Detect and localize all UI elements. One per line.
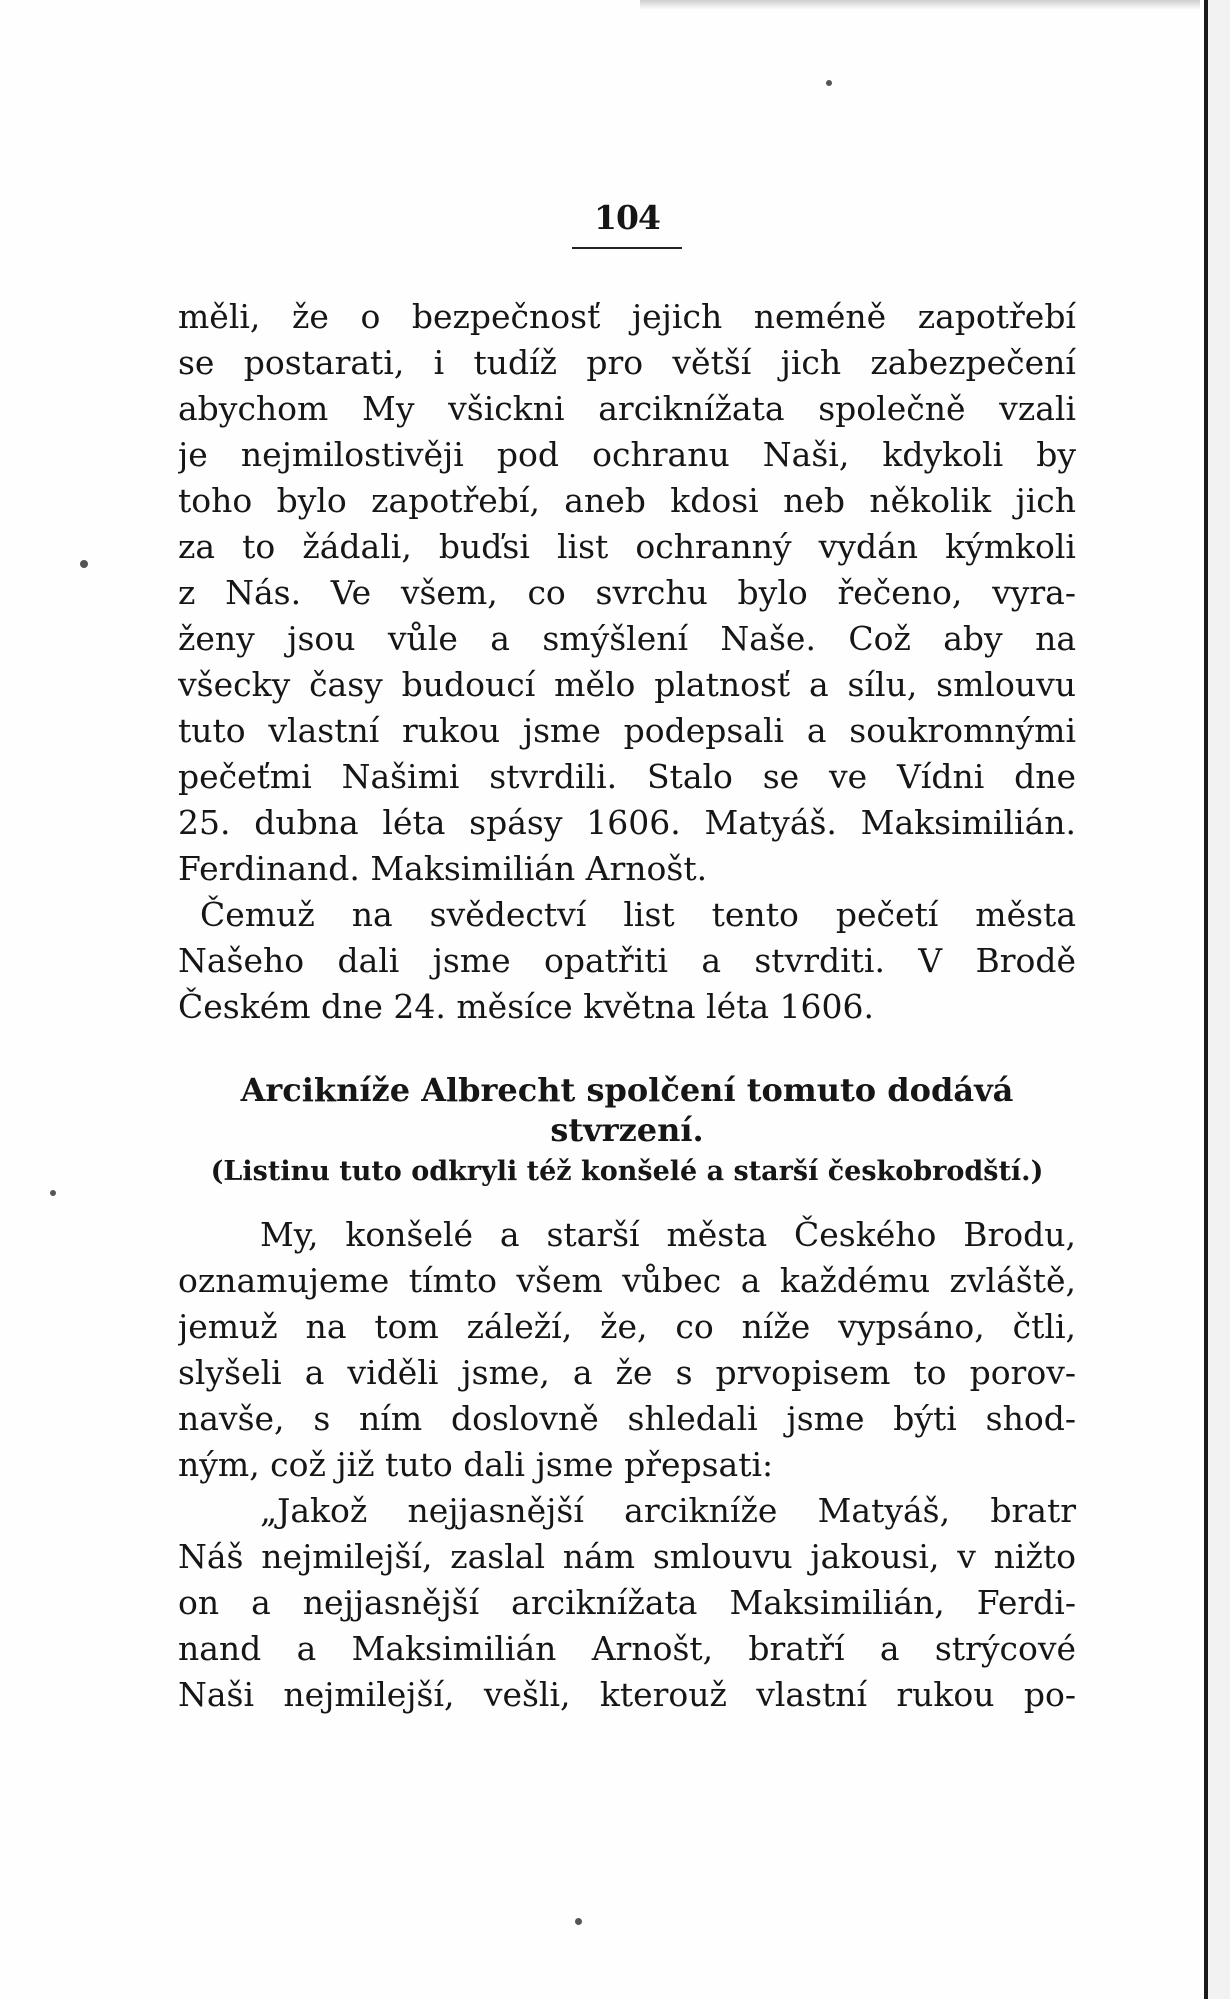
text-line: se postarati, i tudíž pro větší jich zabezpečení [178, 343, 1076, 382]
text-line: on a nejjasnější arciknížata Maksimilián, Ferdi- [178, 1583, 1076, 1622]
text-line: měli, že o bezpečnosť jejich neméně zapotřebí [178, 297, 1076, 336]
ink-speck [826, 80, 832, 86]
text-line: Náš nejmilejší, zaslal nám smlouvu jakousi, v nižto [178, 1537, 1076, 1576]
text-line: slyšeli a viděli jsme, a že s prvopisem to porov- [178, 1353, 1076, 1392]
text-line: toho bylo zapotřebí, aneb kdosi neb několik jich [178, 481, 1076, 520]
text-line: My, konšelé a starší města Českého Brodu, [260, 1215, 1076, 1254]
text-line: oznamujeme tímto všem vůbec a každému zvláště, [178, 1261, 1076, 1300]
paragraph-3 [178, 1212, 1076, 1488]
text-line: jemuž na tom záleží, že, co níže vypsáno, čtli, [178, 1307, 1076, 1346]
page-number: 104 [594, 198, 660, 237]
text-line: Naši nejmilejší, vešli, kterouž vlastní rukou po- [178, 1675, 1076, 1714]
text-line: Českém dne 24. měsíce května léta 1606. [178, 987, 875, 1026]
section-heading: Arcikníže Albrecht spolčení tomuto dodává [240, 1071, 1014, 1109]
page-right-edge [1204, 0, 1208, 1999]
text-line: ženy jsou vůle a smýšlení Naše. Což aby na [178, 619, 1076, 658]
ink-speck [50, 1190, 56, 1196]
paragraph-4 [178, 1488, 1076, 1718]
section-subtitle: (Listinu tuto odkryli též konšelé a starší českobrodští.) [210, 1156, 1044, 1187]
text-line: 25. dubna léta spásy 1606. Matyáš. Maksimilián. [178, 803, 1076, 842]
text-line: Našeho dali jsme opatřiti a stvrditi. V Brodě [178, 941, 1076, 980]
section-heading-continued: stvrzení. [550, 1111, 704, 1149]
page-right-margin [1208, 0, 1230, 1999]
text-line: abychom My všickni arciknížata společně vzali [178, 389, 1076, 428]
text-line: všecky časy budoucí mělo platnosť a sílu, smlouvu [178, 665, 1076, 704]
paragraph-1 [178, 294, 1076, 892]
page-number-underline [572, 247, 682, 249]
ink-speck [80, 560, 88, 568]
text-line: „Jakož nejjasnější arcikníže Matyáš, bratr [260, 1491, 1076, 1530]
text-line: pečeťmi Našimi stvrdili. Stalo se ve Vídni dne [178, 757, 1076, 796]
page-top-edge [640, 0, 1200, 10]
text-line: nand a Maksimilián Arnošt, bratří a strýcové [178, 1629, 1076, 1668]
text-line: tuto vlastní rukou jsme podepsali a soukromnými [178, 711, 1076, 750]
text-line: Čemuž na svědectví list tento pečetí města [200, 895, 1076, 934]
text-line: ným, což již tuto dali jsme přepsati: [178, 1445, 774, 1484]
text-line: je nejmilostivěji pod ochranu Naši, kdykoli by [178, 435, 1076, 474]
text-line: za to žádali, buďsi list ochranný vydán kýmkoli [178, 527, 1076, 566]
ink-speck [575, 1918, 582, 1925]
text-line: navše, s ním doslovně shledali jsme býti shod- [178, 1399, 1076, 1438]
text-line: z Nás. Ve všem, co svrchu bylo řečeno, vyra- [178, 573, 1076, 612]
text-line: Ferdinand. Maksimilián Arnošt. [178, 849, 708, 888]
paragraph-2 [178, 892, 1076, 1030]
